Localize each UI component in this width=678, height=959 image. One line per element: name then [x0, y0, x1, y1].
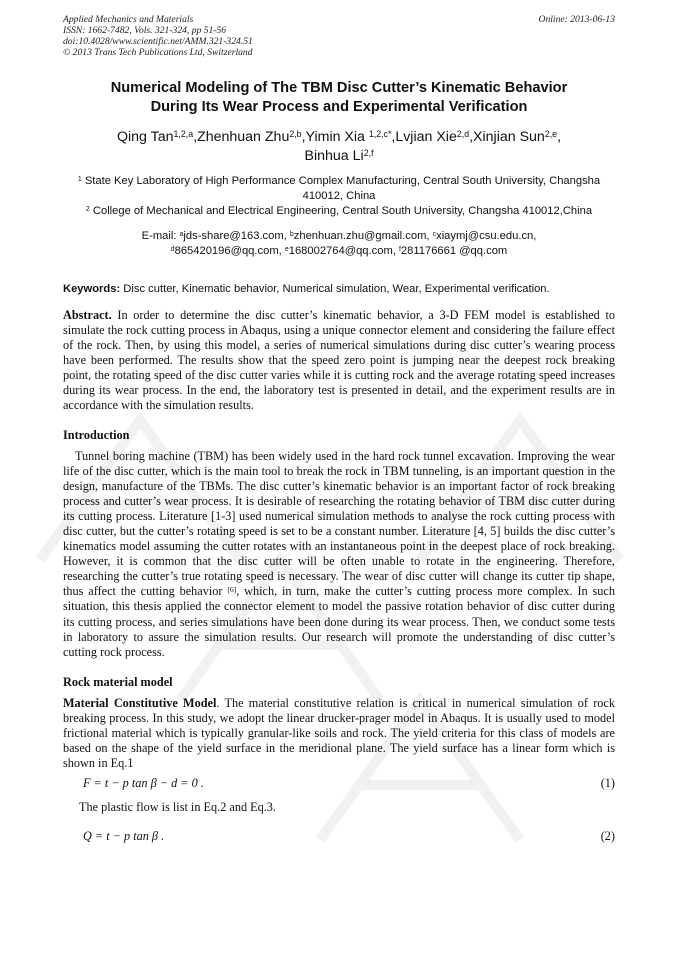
affiliation-1 [63, 174, 615, 204]
author [306, 129, 396, 145]
author [395, 129, 473, 145]
author-list [63, 128, 615, 166]
paper-title [63, 79, 615, 117]
equation-2 [63, 829, 615, 844]
abstract-text: In order to determine the disc cutter’s kinematic behavior, a 3-D FEM model is established to simulate the rock cutting process in Abaqus, using a unique connector element and considering the failure effect of the rock. Then, by using this model, a series of numerical simulations during disc cutter’s wearing process have been performed. The results show that the speed zero point is jumping near the deepest rock breaking point, the rotating speed of the disc cutter varies while it is cutting rock and the average rotating speed increases during its wear process. In the end, the laboratory test is presented in detail, and the experiment results are in accordance with the simulation results. [63, 308, 615, 412]
citation-ref: [6] [227, 585, 237, 595]
email-address[interactable]: 168002764@qq.com [288, 245, 393, 257]
author [117, 129, 197, 145]
author [197, 129, 305, 145]
running-header [63, 14, 615, 58]
email-address[interactable]: zhenhuan.zhu@gmail.com [293, 230, 427, 242]
title-line-2: During Its Wear Process and Experimental Verification [150, 99, 528, 115]
author-affil-marker: 2,d [456, 129, 470, 140]
affiliation-marker: 1 [77, 175, 82, 183]
email-marker: d [170, 245, 175, 253]
email-block: E-mail: $^a$jds-share@163.com, $^b$zhenhuan.zhu@gmail.com, $^c$xiaymj@csu.edu.cn, $^d$865420196@qq.com, $^e$168002764@qq.com, $^f$281176661 @qq.com [141, 230, 537, 257]
author-affil-marker: 2,b [289, 129, 302, 140]
keywords [63, 282, 615, 297]
issn-line: ISSN: 1662-7482, Vols. 321-324, pp 51-56 [63, 25, 227, 36]
email-address[interactable]: 865420196@qq.com [174, 245, 279, 257]
email-marker: e [284, 245, 289, 253]
keywords-label: Keywords: [63, 283, 121, 295]
author-name: Binhua Li [304, 148, 364, 164]
affiliation-marker: 2 [85, 205, 90, 213]
affiliations [63, 174, 615, 219]
email-marker: c [432, 230, 437, 238]
subsection-heading: Material Constitutive Model [63, 695, 217, 710]
author [473, 129, 561, 145]
author-name: Qing Tan [116, 129, 174, 145]
affiliation-text: State Key Laboratory of High Performance Complex Manufacturing, Central South University, Changsha 410012, China [84, 175, 601, 202]
flow-text: The plastic flow is list in Eq.2 and Eq.3. [79, 799, 276, 814]
author-name: Xinjian Sun [473, 129, 545, 145]
online-date: Online: 2013-06-13 [538, 14, 615, 25]
equation-1 [63, 776, 615, 791]
section-heading-rock-model: Rock material model [63, 674, 173, 689]
author [305, 148, 374, 164]
author-sep: , [469, 129, 474, 145]
author-sep: , [301, 129, 306, 145]
author-name: Lvjian Xie [395, 129, 457, 145]
email-address[interactable]: xiaymj@csu.edu.cn [436, 230, 534, 242]
journal-name: Applied Mechanics and Materials [63, 14, 194, 25]
abstract [63, 308, 615, 413]
abstract-label: Abstract. [63, 308, 112, 322]
copyright-line: © 2013 Trans Tech Publications Ltd, Switzerland [63, 47, 253, 58]
affiliation-2 [63, 204, 615, 219]
author-affil-marker: 2,e [544, 129, 558, 140]
author-name: Zhenhuan Zhu [197, 129, 290, 145]
author-sep: , [391, 129, 396, 145]
equation-body: Q = t − p tan β . [83, 828, 165, 843]
author-sep: , [557, 129, 562, 145]
equation-body: F = t − p tan β − d = 0 . [83, 775, 204, 790]
email-marker: b [289, 230, 294, 238]
section-heading-introduction: Introduction [63, 428, 130, 442]
email-marker: a [179, 230, 184, 238]
author-affil-marker: 2,f [363, 148, 374, 159]
equation-number: (1) [600, 775, 615, 790]
email-label: E-mail: [141, 230, 180, 242]
email-address[interactable]: 281176661 @qq.com [400, 245, 508, 257]
email-marker: f [398, 245, 401, 253]
affiliation-text: College of Mechanical and Electrical Engineering, Central South University, Changsha 410012,China [92, 205, 593, 217]
intro-text-cont: , which, in turn, make the cutter’s cutting process more complex. In such situation, this thesis applied the connector element to model the passive rotation behavior of disc cutter during its cutting process, and series simulations have been done during its wear process. Then, we conduct some tests in laboratory to assure the simulation results. Our research will promote the understanding of disc cutter’s cutting rock process. [63, 584, 615, 659]
author-affil-marker: 1,2,c* [368, 129, 392, 140]
doi-line: doi:10.4028/www.scientific.net/AMM.321-324.51 [63, 36, 253, 47]
introduction-paragraph [63, 449, 615, 660]
email-address[interactable]: jds-share@163.com [183, 230, 284, 242]
title-line-1: Numerical Modeling of The TBM Disc Cutter’s Kinematic Behavior [110, 80, 568, 96]
author-sep: , [193, 129, 198, 145]
keywords-text: Disc cutter, Kinematic behavior, Numerical simulation, Wear, Experimental verification. [120, 283, 550, 295]
author-affil-marker: 1,2,a [173, 129, 194, 140]
intro-text: Tunnel boring machine (TBM) has been widely used in the hard rock tunnel excavation. Improving the wear life of the disc cutter, which is the main tool to break the rock in TBM tunneling, is an important question in the design, manufacture of the TBMs. The disc cutter’s kinematic behavior is an important factor of rock breaking process and cutter’s wear process. It is desirable of researching the rotating behavior of TBM disc cutter during its cutting process. Literature [1-3] used numerical simulation methods to analyse the rock cutting process with disc cutter, but the cutter’s rotating speed is set to be a constant number. Literature [4, 5] builds the disc cutter’s kinematics model assuming the cutter rotates with an instantaneous point in the deepest place of rock breaking. However, it is common that the disc cutter will be often unable to rotate in the engineering. Therefore, researching the cutter’s true rotating speed is necessary. The wear of disc cutter will change its cutter tip shape, thus affect the cutting behavior [63, 449, 615, 599]
author-name: Yimin Xia [305, 129, 369, 145]
rock-model-text: . The material constitutive relation is critical in numerical simulation of rock breaking process. In this study, we adopt the linear drucker-prager model in Abaqus. It is usually used to model frictional material which is typically granular-like soils and rock. The yield criteria for this class of models are based on the shape of the yield surface in the meridional plane. The yield surface has a linear form which is shown in Eq.1 [63, 695, 615, 770]
rock-model-paragraph [63, 696, 615, 771]
equation-number: (2) [600, 828, 615, 843]
